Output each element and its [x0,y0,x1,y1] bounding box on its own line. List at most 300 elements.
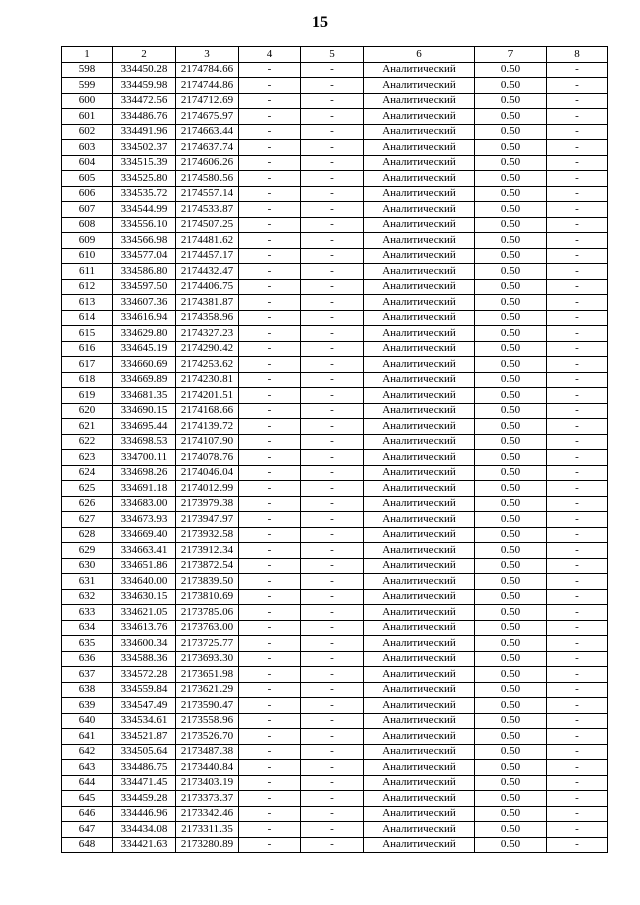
point-number-cell: 601 [62,109,113,125]
table-row [62,589,608,605]
column-4-cell: - [239,589,301,605]
point-number-cell: 633 [62,605,113,621]
point-number-cell: 607 [62,202,113,218]
table-row [62,341,608,357]
column-8-cell: - [547,233,608,249]
column-4-cell: - [239,651,301,667]
x-coordinate-cell: 334472.56 [113,93,176,109]
column-5-cell: - [301,341,364,357]
y-coordinate-cell: 2174078.76 [176,450,239,466]
column-8-cell: - [547,543,608,559]
column-4-cell: - [239,543,301,559]
y-coordinate-cell: 2174046.04 [176,465,239,481]
point-number-cell: 598 [62,62,113,78]
column-5-cell: - [301,729,364,745]
y-coordinate-cell: 2174168.66 [176,403,239,419]
column-5-cell: - [301,310,364,326]
table-row [62,558,608,574]
point-number-cell: 639 [62,698,113,714]
column-8-cell: - [547,512,608,528]
column-5-cell: - [301,202,364,218]
accuracy-cell: 0.50 [475,481,547,497]
y-coordinate-cell: 2173839.50 [176,574,239,590]
column-8-cell: - [547,605,608,621]
column-4-cell: - [239,155,301,171]
accuracy-cell: 0.50 [475,512,547,528]
x-coordinate-cell: 334486.76 [113,109,176,125]
method-cell: Аналитический [364,806,475,822]
y-coordinate-cell: 2173725.77 [176,636,239,652]
table-row [62,465,608,481]
y-coordinate-cell: 2173785.06 [176,605,239,621]
column-5-cell: - [301,636,364,652]
y-coordinate-cell: 2173872.54 [176,558,239,574]
method-cell: Аналитический [364,357,475,373]
column-8-cell: - [547,171,608,187]
accuracy-cell: 0.50 [475,837,547,853]
accuracy-cell: 0.50 [475,264,547,280]
y-coordinate-cell: 2174107.90 [176,434,239,450]
column-header: 1 [62,47,113,63]
y-coordinate-cell: 2174675.97 [176,109,239,125]
x-coordinate-cell: 334621.05 [113,605,176,621]
accuracy-cell: 0.50 [475,744,547,760]
column-5-cell: - [301,543,364,559]
column-header: 8 [547,47,608,63]
x-coordinate-cell: 334559.84 [113,682,176,698]
column-4-cell: - [239,357,301,373]
point-number-cell: 605 [62,171,113,187]
column-4-cell: - [239,574,301,590]
column-4-cell: - [239,822,301,838]
column-8-cell: - [547,372,608,388]
accuracy-cell: 0.50 [475,574,547,590]
column-4-cell: - [239,171,301,187]
column-4-cell: - [239,93,301,109]
accuracy-cell: 0.50 [475,186,547,202]
table-row [62,791,608,807]
point-number-cell: 628 [62,527,113,543]
column-5-cell: - [301,171,364,187]
column-5-cell: - [301,434,364,450]
column-4-cell: - [239,527,301,543]
method-cell: Аналитический [364,496,475,512]
column-8-cell: - [547,620,608,636]
y-coordinate-cell: 2173487.38 [176,744,239,760]
table-row [62,698,608,714]
column-8-cell: - [547,264,608,280]
column-4-cell: - [239,186,301,202]
table-row [62,372,608,388]
y-coordinate-cell: 2174533.87 [176,202,239,218]
column-5-cell: - [301,93,364,109]
x-coordinate-cell: 334459.28 [113,791,176,807]
column-8-cell: - [547,496,608,512]
x-coordinate-cell: 334700.11 [113,450,176,466]
table-row [62,62,608,78]
y-coordinate-cell: 2174432.47 [176,264,239,280]
point-number-cell: 624 [62,465,113,481]
x-coordinate-cell: 334681.35 [113,388,176,404]
y-coordinate-cell: 2173912.34 [176,543,239,559]
point-number-cell: 625 [62,481,113,497]
column-4-cell: - [239,465,301,481]
column-5-cell: - [301,667,364,683]
accuracy-cell: 0.50 [475,527,547,543]
method-cell: Аналитический [364,450,475,466]
table-header-row [62,47,608,63]
x-coordinate-cell: 334471.45 [113,775,176,791]
column-5-cell: - [301,109,364,125]
column-5-cell: - [301,775,364,791]
point-number-cell: 648 [62,837,113,853]
column-4-cell: - [239,713,301,729]
column-5-cell: - [301,651,364,667]
column-4-cell: - [239,388,301,404]
table-row [62,651,608,667]
method-cell: Аналитический [364,760,475,776]
x-coordinate-cell: 334491.96 [113,124,176,140]
y-coordinate-cell: 2174784.66 [176,62,239,78]
column-5-cell: - [301,620,364,636]
table-row [62,481,608,497]
column-4-cell: - [239,620,301,636]
table-row [62,248,608,264]
table-row [62,837,608,853]
x-coordinate-cell: 334572.28 [113,667,176,683]
accuracy-cell: 0.50 [475,419,547,435]
point-number-cell: 622 [62,434,113,450]
table-row [62,512,608,528]
point-number-cell: 606 [62,186,113,202]
column-8-cell: - [547,744,608,760]
table-row [62,667,608,683]
method-cell: Аналитический [364,481,475,497]
column-4-cell: - [239,775,301,791]
column-4-cell: - [239,791,301,807]
y-coordinate-cell: 2174381.87 [176,295,239,311]
x-coordinate-cell: 334486.75 [113,760,176,776]
column-8-cell: - [547,217,608,233]
column-8-cell: - [547,62,608,78]
x-coordinate-cell: 334607.36 [113,295,176,311]
column-4-cell: - [239,512,301,528]
method-cell: Аналитический [364,78,475,94]
x-coordinate-cell: 334446.96 [113,806,176,822]
table-row [62,326,608,342]
x-coordinate-cell: 334683.00 [113,496,176,512]
column-header: 6 [364,47,475,63]
x-coordinate-cell: 334698.53 [113,434,176,450]
table-row [62,233,608,249]
coordinates-table [61,46,608,853]
point-number-cell: 609 [62,233,113,249]
x-coordinate-cell: 334663.41 [113,543,176,559]
method-cell: Аналитический [364,140,475,156]
accuracy-cell: 0.50 [475,589,547,605]
method-cell: Аналитический [364,403,475,419]
column-5-cell: - [301,372,364,388]
point-number-cell: 635 [62,636,113,652]
column-5-cell: - [301,264,364,280]
column-5-cell: - [301,465,364,481]
y-coordinate-cell: 2173558.96 [176,713,239,729]
x-coordinate-cell: 334544.99 [113,202,176,218]
column-4-cell: - [239,326,301,342]
column-8-cell: - [547,775,608,791]
column-5-cell: - [301,155,364,171]
table-row [62,109,608,125]
x-coordinate-cell: 334629.80 [113,326,176,342]
method-cell: Аналитический [364,310,475,326]
x-coordinate-cell: 334434.08 [113,822,176,838]
point-number-cell: 637 [62,667,113,683]
y-coordinate-cell: 2174663.44 [176,124,239,140]
x-coordinate-cell: 334586.80 [113,264,176,280]
method-cell: Аналитический [364,372,475,388]
point-number-cell: 611 [62,264,113,280]
method-cell: Аналитический [364,527,475,543]
x-coordinate-cell: 334534.61 [113,713,176,729]
column-4-cell: - [239,295,301,311]
method-cell: Аналитический [364,202,475,218]
column-5-cell: - [301,822,364,838]
x-coordinate-cell: 334521.87 [113,729,176,745]
column-4-cell: - [239,558,301,574]
y-coordinate-cell: 2174580.56 [176,171,239,187]
point-number-cell: 634 [62,620,113,636]
table-row [62,310,608,326]
method-cell: Аналитический [364,279,475,295]
y-coordinate-cell: 2174606.26 [176,155,239,171]
column-8-cell: - [547,713,608,729]
column-5-cell: - [301,527,364,543]
point-number-cell: 636 [62,651,113,667]
point-number-cell: 621 [62,419,113,435]
table-row [62,822,608,838]
point-number-cell: 646 [62,806,113,822]
x-coordinate-cell: 334459.98 [113,78,176,94]
page-number: 15 [312,14,328,31]
table-row [62,264,608,280]
column-5-cell: - [301,279,364,295]
method-cell: Аналитический [364,264,475,280]
accuracy-cell: 0.50 [475,310,547,326]
column-5-cell: - [301,419,364,435]
column-5-cell: - [301,574,364,590]
table-row [62,202,608,218]
accuracy-cell: 0.50 [475,93,547,109]
column-5-cell: - [301,791,364,807]
table-body [62,62,608,853]
column-5-cell: - [301,78,364,94]
column-5-cell: - [301,326,364,342]
accuracy-cell: 0.50 [475,124,547,140]
column-8-cell: - [547,527,608,543]
column-8-cell: - [547,434,608,450]
method-cell: Аналитический [364,62,475,78]
column-8-cell: - [547,248,608,264]
point-number-cell: 602 [62,124,113,140]
method-cell: Аналитический [364,744,475,760]
method-cell: Аналитический [364,186,475,202]
column-8-cell: - [547,636,608,652]
accuracy-cell: 0.50 [475,140,547,156]
column-5-cell: - [301,450,364,466]
table-row [62,775,608,791]
y-coordinate-cell: 2174744.86 [176,78,239,94]
column-8-cell: - [547,465,608,481]
accuracy-cell: 0.50 [475,806,547,822]
method-cell: Аналитический [364,419,475,435]
column-4-cell: - [239,744,301,760]
y-coordinate-cell: 2173693.30 [176,651,239,667]
method-cell: Аналитический [364,791,475,807]
column-8-cell: - [547,202,608,218]
point-number-cell: 627 [62,512,113,528]
column-4-cell: - [239,667,301,683]
table-row [62,434,608,450]
accuracy-cell: 0.50 [475,155,547,171]
column-4-cell: - [239,636,301,652]
point-number-cell: 629 [62,543,113,559]
column-5-cell: - [301,481,364,497]
x-coordinate-cell: 334690.15 [113,403,176,419]
column-4-cell: - [239,496,301,512]
column-4-cell: - [239,682,301,698]
point-number-cell: 614 [62,310,113,326]
column-8-cell: - [547,403,608,419]
accuracy-cell: 0.50 [475,465,547,481]
table-row [62,496,608,512]
accuracy-cell: 0.50 [475,543,547,559]
accuracy-cell: 0.50 [475,450,547,466]
table-row [62,171,608,187]
method-cell: Аналитический [364,109,475,125]
x-coordinate-cell: 334651.86 [113,558,176,574]
column-8-cell: - [547,450,608,466]
x-coordinate-cell: 334547.49 [113,698,176,714]
column-5-cell: - [301,124,364,140]
method-cell: Аналитический [364,682,475,698]
x-coordinate-cell: 334669.40 [113,527,176,543]
x-coordinate-cell: 334577.04 [113,248,176,264]
column-5-cell: - [301,217,364,233]
accuracy-cell: 0.50 [475,605,547,621]
column-5-cell: - [301,233,364,249]
table-row [62,543,608,559]
y-coordinate-cell: 2173590.47 [176,698,239,714]
accuracy-cell: 0.50 [475,760,547,776]
accuracy-cell: 0.50 [475,713,547,729]
x-coordinate-cell: 334645.19 [113,341,176,357]
table-row [62,78,608,94]
accuracy-cell: 0.50 [475,295,547,311]
column-8-cell: - [547,326,608,342]
x-coordinate-cell: 334600.34 [113,636,176,652]
accuracy-cell: 0.50 [475,791,547,807]
table-row [62,729,608,745]
method-cell: Аналитический [364,775,475,791]
column-4-cell: - [239,140,301,156]
method-cell: Аналитический [364,233,475,249]
method-cell: Аналитический [364,605,475,621]
x-coordinate-cell: 334502.37 [113,140,176,156]
table-row [62,388,608,404]
accuracy-cell: 0.50 [475,775,547,791]
y-coordinate-cell: 2174290.42 [176,341,239,357]
x-coordinate-cell: 334616.94 [113,310,176,326]
point-number-cell: 630 [62,558,113,574]
column-8-cell: - [547,295,608,311]
y-coordinate-cell: 2173979.38 [176,496,239,512]
column-8-cell: - [547,806,608,822]
column-8-cell: - [547,93,608,109]
column-header: 5 [301,47,364,63]
column-4-cell: - [239,403,301,419]
point-number-cell: 618 [62,372,113,388]
y-coordinate-cell: 2174201.51 [176,388,239,404]
method-cell: Аналитический [364,171,475,187]
y-coordinate-cell: 2174557.14 [176,186,239,202]
table-row [62,124,608,140]
column-4-cell: - [239,481,301,497]
column-8-cell: - [547,357,608,373]
table-row [62,403,608,419]
point-number-cell: 623 [62,450,113,466]
point-number-cell: 631 [62,574,113,590]
accuracy-cell: 0.50 [475,388,547,404]
table-row [62,217,608,233]
accuracy-cell: 0.50 [475,372,547,388]
column-5-cell: - [301,806,364,822]
column-8-cell: - [547,186,608,202]
column-5-cell: - [301,682,364,698]
column-5-cell: - [301,496,364,512]
accuracy-cell: 0.50 [475,698,547,714]
y-coordinate-cell: 2173342.46 [176,806,239,822]
column-4-cell: - [239,372,301,388]
point-number-cell: 612 [62,279,113,295]
y-coordinate-cell: 2174507.25 [176,217,239,233]
accuracy-cell: 0.50 [475,217,547,233]
method-cell: Аналитический [364,574,475,590]
point-number-cell: 620 [62,403,113,419]
table-row [62,186,608,202]
x-coordinate-cell: 334535.72 [113,186,176,202]
method-cell: Аналитический [364,341,475,357]
column-4-cell: - [239,233,301,249]
point-number-cell: 603 [62,140,113,156]
accuracy-cell: 0.50 [475,496,547,512]
point-number-cell: 641 [62,729,113,745]
column-8-cell: - [547,279,608,295]
y-coordinate-cell: 2173311.35 [176,822,239,838]
x-coordinate-cell: 334698.26 [113,465,176,481]
accuracy-cell: 0.50 [475,78,547,94]
column-8-cell: - [547,729,608,745]
method-cell: Аналитический [364,729,475,745]
method-cell: Аналитический [364,713,475,729]
y-coordinate-cell: 2173373.37 [176,791,239,807]
column-4-cell: - [239,605,301,621]
y-coordinate-cell: 2173621.29 [176,682,239,698]
method-cell: Аналитический [364,124,475,140]
x-coordinate-cell: 334556.10 [113,217,176,233]
y-coordinate-cell: 2174637.74 [176,140,239,156]
y-coordinate-cell: 2174358.96 [176,310,239,326]
y-coordinate-cell: 2174012.99 [176,481,239,497]
